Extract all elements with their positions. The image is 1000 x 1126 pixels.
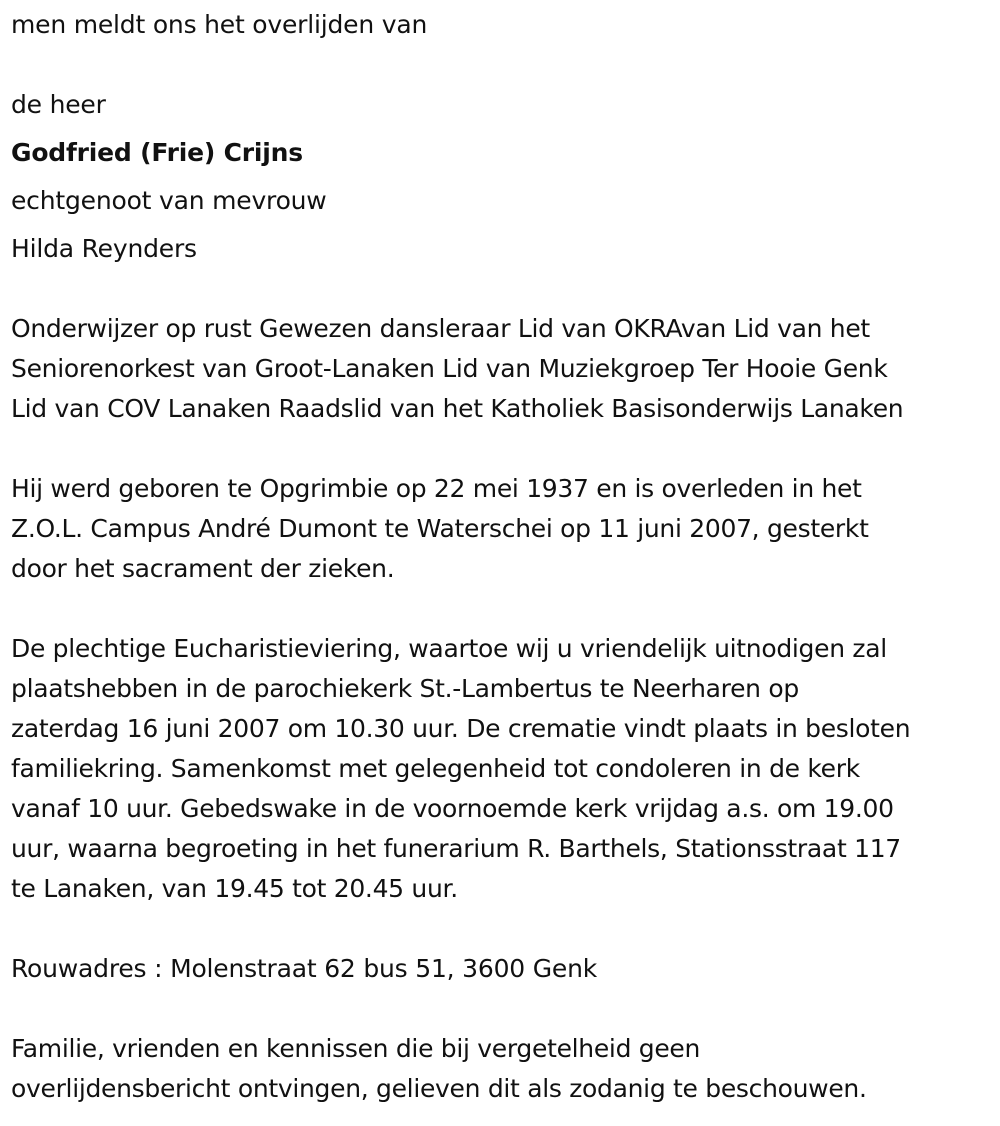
ceremony-line: te Lanaken, van 19.45 tot 20.45 uur. xyxy=(11,874,458,903)
closing-paragraph xyxy=(11,1029,986,1109)
birth-death-paragraph xyxy=(11,469,986,589)
mourning-address: Rouwadres : Molenstraat 62 bus 51, 3600 Genk xyxy=(11,954,597,983)
ceremony-line: vanaf 10 uur. Gebedswake in de voornoemde kerk vrijdag a.s. om 19.00 xyxy=(11,794,894,823)
salutation: de heer xyxy=(11,90,106,119)
birth-death-line: door het sacrament der zieken. xyxy=(11,554,395,583)
birth-death-line: Z.O.L. Campus André Dumont te Waterschei op 11 juni 2007, gesterkt xyxy=(11,514,869,543)
birth-death-line: Hij werd geboren te Opgrimbie op 22 mei 1937 en is overleden in het xyxy=(11,474,862,503)
roles-line: Seniorenorkest van Groot-Lanaken Lid van Muziekgroep Ter Hooie Genk xyxy=(11,354,888,383)
ceremony-line: zaterdag 16 juni 2007 om 10.30 uur. De crematie vindt plaats in besloten xyxy=(11,714,911,743)
ceremony-line: uur, waarna begroeting in het funerarium R. Barthels, Stationsstraat 117 xyxy=(11,834,901,863)
roles-paragraph xyxy=(11,309,986,429)
deceased-name: Godfried (Frie) Crijns xyxy=(11,138,303,167)
closing-line: overlijdensbericht ontvingen, gelieven dit als zodanig te beschouwen. xyxy=(11,1074,867,1103)
spouse-name: Hilda Reynders xyxy=(11,234,197,263)
ceremony-line: familiekring. Samenkomst met gelegenheid tot condoleren in de kerk xyxy=(11,754,860,783)
ceremony-line: plaatshebben in de parochiekerk St.-Lambertus te Neerharen op xyxy=(11,674,799,703)
roles-line: Onderwijzer op rust Gewezen dansleraar Lid van OKRAvan Lid van het xyxy=(11,314,870,343)
closing-line: Familie, vrienden en kennissen die bij vergetelheid geen xyxy=(11,1034,701,1063)
roles-line: Lid van COV Lanaken Raadslid van het Katholiek Basisonderwijs Lanaken xyxy=(11,394,904,423)
spouse-label: echtgenoot van mevrouw xyxy=(11,186,327,215)
ceremony-line: De plechtige Eucharistieviering, waartoe wij u vriendelijk uitnodigen zal xyxy=(11,634,887,663)
ceremony-paragraph xyxy=(11,629,986,909)
intro-text: men meldt ons het overlijden van xyxy=(11,10,428,39)
